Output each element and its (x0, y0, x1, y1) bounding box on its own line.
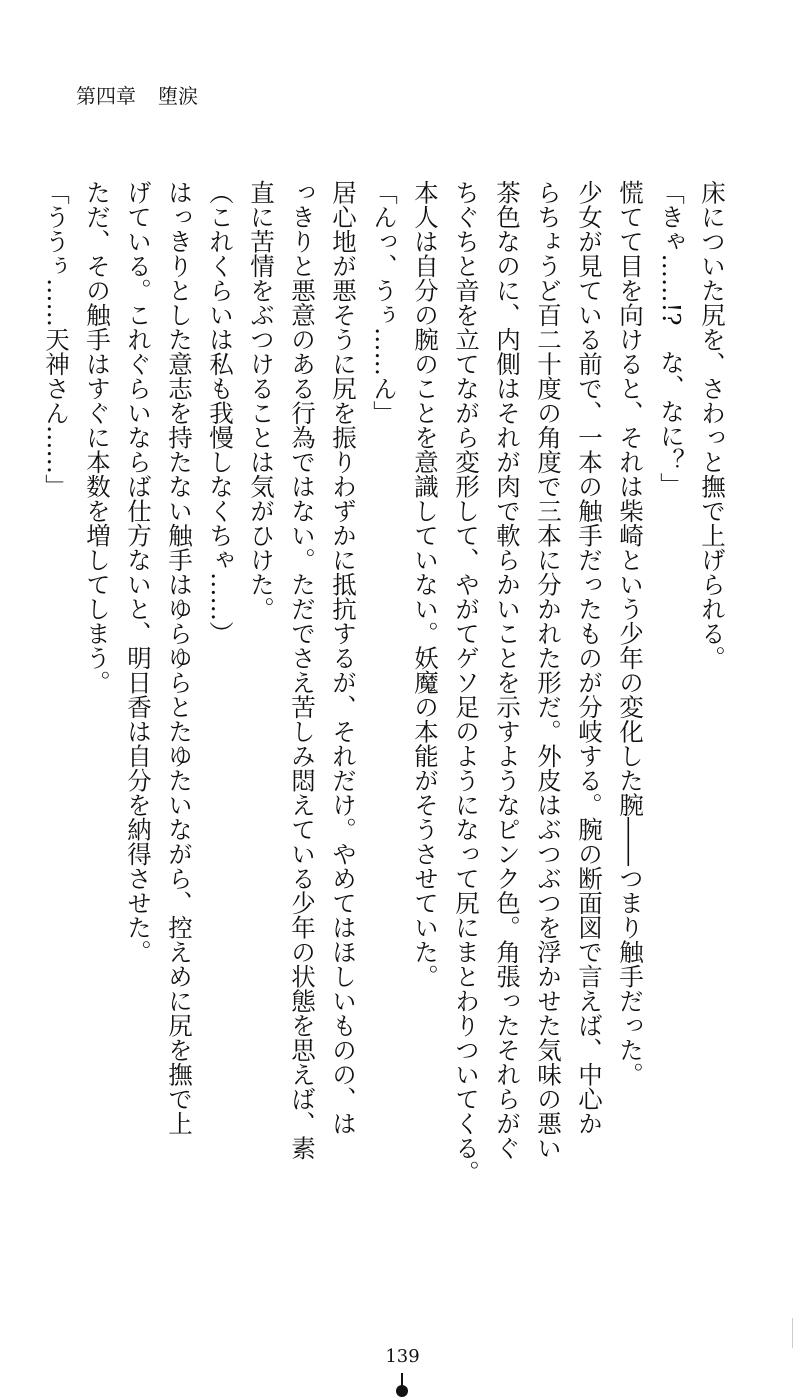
text-line-17: 「ううぅ……天神さん……」 (42, 180, 71, 499)
page-marker-dot (396, 1385, 408, 1397)
text-line-2: 「きゃ……!? な、なに？」 (657, 180, 686, 497)
text-line-1: 床についた尻を、さわっと撫で上げられる。 (698, 180, 727, 670)
chapter-title: 堕涙 (158, 84, 198, 108)
text-line-11: っきりと悪意のある行為ではない。ただでさえ苦しみ悶えている少年の状態を思えば、素 (288, 180, 317, 1160)
text-line-7: ちぐちと音を立てながら変形して、やがてゲソ足のようになって尻にまとわりついてくる。 (452, 180, 481, 1185)
text-line-16: ただ、その触手はすぐに本数を増してしまう。 (83, 180, 112, 695)
page-marker-icon (396, 1373, 408, 1400)
text-line-15: げている。これぐらいならば仕方ないと、明日香は自分を納得させた。 (124, 180, 153, 964)
text-line-3: 慌てて目を向けると、それは柴崎という少年の変化した腕――つまり触手だった。 (616, 180, 645, 1087)
chapter-header (76, 86, 198, 106)
chapter-number: 第四章 (76, 84, 136, 108)
text-line-5: らちょうど百二十度の角度で三本に分かれた形だ。外皮はぶつぶつを浮かせた気味の悪い (534, 180, 563, 1160)
body-text (42, 180, 733, 1185)
text-line-14: はっきりとした意志を持たない触手はゆらゆらとたゆたいながら、控えめに尻を撫で上 (165, 180, 194, 1136)
page-number: 139 (385, 1346, 420, 1367)
text-line-8: 本人は自分の腕のことを意識していない。妖魔の本能がそうさせていた。 (411, 180, 440, 989)
text-line-4: 少女が見ている前で、一本の触手だったものが分岐する。腕の断面図で言えば、中心か (575, 180, 604, 1136)
text-line-12: 直に苦情をぶつけることは気がひけた。 (247, 180, 276, 621)
page-edge-mark (792, 1318, 793, 1348)
text-line-13: （これくらいは私も我慢しなくちゃ……） (206, 180, 235, 646)
text-line-9: 「んっ、うぅ……ん」 (370, 180, 399, 425)
text-line-10: 居心地が悪そうに尻を振りわずかに抵抗するが、それだけ。やめてはほしいものの、は (329, 180, 358, 1136)
text-line-6: 茶色なのに、内側はそれが肉で軟らかいことを示すようなピンク色。角張ったそれらがぐ (493, 180, 522, 1160)
